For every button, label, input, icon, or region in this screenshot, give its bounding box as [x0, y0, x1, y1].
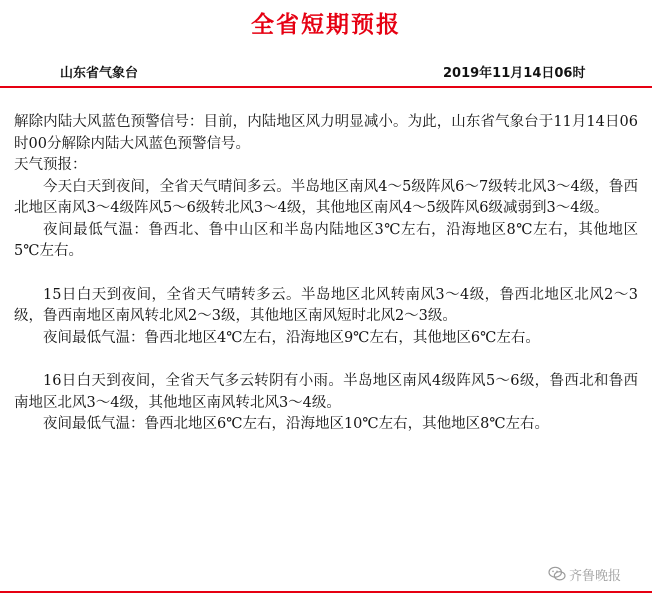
day15-min-temp: 夜间最低气温：鲁西北地区4℃左右，沿海地区9℃左右，其他地区6℃左右。: [43, 329, 540, 346]
forecast-body: [14, 112, 638, 436]
header-divider: [0, 86, 652, 88]
wechat-icon: [548, 566, 566, 582]
day15-weather: 15日白天到夜间，全省天气晴转多云。半岛地区北风转南风3～4级，鲁西北地区北风2～3级，鲁西南地区南风转北风2～3级，其他地区南风短时北风2～3级。: [14, 286, 638, 324]
document-header: [0, 62, 652, 82]
day16-min-temp: 夜间最低气温：鲁西北地区6℃左右，沿海地区10℃左右，其他地区8℃左右。: [43, 416, 550, 432]
forecast-heading: 天气预报：: [14, 157, 87, 173]
issue-time: 2019年11月14日06时: [443, 66, 586, 81]
paragraph-gap: [14, 349, 638, 371]
paragraph-gap: [14, 263, 638, 285]
day16-weather: 16日白天到夜间，全省天气多云转阴有小雨。半岛地区南风4级阵风5～6级，鲁西北和鲁西南地区北风3～4级，其他地区南风转北风3～4级。: [14, 373, 638, 411]
warning-notice: 解除内陆大风蓝色预警信号：目前，内陆地区风力明显减小。为此，山东省气象台于11月14日06时00分解除内陆大风蓝色预警信号。: [14, 114, 638, 152]
today-weather: 今天白天到夜间，全省天气晴间多云。半岛地区南风4～5级阵风6～7级转北风3～4级，鲁西北地区南风3～4级阵风5～6级转北风3～4级，其他地区南风4～5级阵风6级减弱到3～4级。: [14, 178, 638, 216]
issuer: 山东省气象台: [60, 66, 139, 81]
today-min-temp: 夜间最低气温：鲁西北、鲁中山区和半岛内陆地区3℃左右，沿海地区8℃左右，其他地区5℃左右。: [14, 221, 638, 259]
watermark: [548, 562, 648, 586]
footer-divider: [0, 591, 652, 593]
watermark-text: 齐鲁晚报: [569, 568, 622, 584]
document-title: 全省短期预报: [251, 12, 401, 38]
